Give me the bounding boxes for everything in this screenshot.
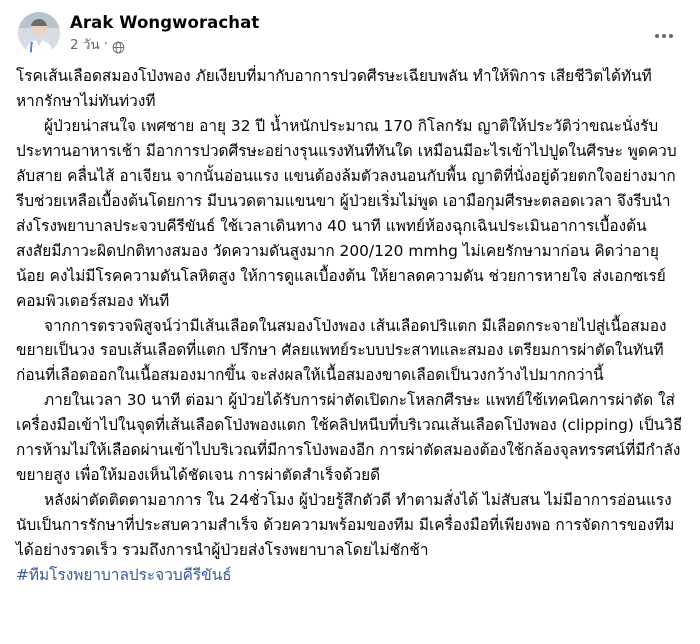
post-timestamp[interactable]: 2 วัน bbox=[70, 37, 100, 53]
post-author-name[interactable]: Arak Wongworachat bbox=[70, 13, 260, 32]
globe-icon bbox=[112, 41, 125, 54]
post-paragraph: นับเป็นการรักษาที่ประสบความสำเร็จ ด้วยความพร้อมของทีม มีเครื่องมือที่เพียงพอ การจัดการของทีมได้อย่างรวดเร็ว รวมถึงการนำผู้ป่วยส่งโรงพยาบาลโดยไม่ชักช้า bbox=[16, 516, 675, 560]
post-paragraph: โรคเส้นเลือดสมองโป่งพอง ภัยเงียบที่มากับอาการปวดศีรษะเฉียบพลัน ทำให้พิการ เสียชีวิตได้ทันที หากรักษาไม่ทันท่วงที bbox=[16, 67, 652, 110]
post-body bbox=[14, 60, 686, 588]
post-paragraph: หลังผ่าตัดติดตามอาการ ใน 24ชั่วโมง ผู้ป่วยรู้สึกตัวดี ทำตามสั่งได้ ไม่สับสน ไม่มีอาการอ่อนแรง bbox=[44, 491, 672, 510]
dot bbox=[669, 34, 673, 38]
dot bbox=[655, 34, 659, 38]
post-meta bbox=[70, 36, 259, 54]
post-paragraph: จากการตรวจพิสูจน์ว่ามีเส้นเลือดในสมองโป่งพอง เส้นเลือดปริแตก มีเลือดกระจายไปสู่เนื้อสมอง ขยายเป็นวง รอบเส้นเลือดที่แตก ปรึกษา ศัลยแพทย์ระบบประสาทและสมอง เตรียมการผ่าตัดในทันที ก่อนที่เลือดออกในเนื้อสมองมากขึ้น จะส่งผลให้เนื้อสมองขาดเลือดเป็นวงกว้างไปมากกว่านี้ bbox=[16, 316, 667, 385]
avatar[interactable] bbox=[18, 12, 60, 54]
post-hashtag[interactable]: #ทีมโรงพยาบาลประจวบคีรีขันธ์ bbox=[16, 566, 232, 585]
post-paragraph: ภายในเวลา 30 นาที ต่อมา ผู้ป่วยได้รับการผ่าตัดเปิดกะโหลกศีรษะ แพทย์ใช้เทคนิคการผ่าตัด ใส่เครื่องมือเข้าไปในจุดที่เส้นเลือดโป่งพองแตก ใช้คลิปหนีบที่บริเวณเส้นเลือดโป่งพอง (clipping) เป็นวิธีการห้ามไม่ให้เลือดผ่านเข้าไปบริเวณที่มีการโป่งพองอีก การผ่าตัดสมองต้องใช้กล้องจุลทรรศน์ที่มีกำลังขยายสูง เพื่อให้มองเห็นได้ชัดเจน การผ่าตัดสำเร็จด้วยดี bbox=[16, 391, 683, 485]
post-paragraph: ผู้ป่วยน่าสนใจ เพศชาย อายุ 32 ปี น้ำหนักประมาณ 170 กิโลกรัม ญาติให้ประวัติว่าขณะนั่งรับประทานอาหารเช้า มีอาการปวดศีรษะอย่างรุนแรงทันทีทันใด เหมือนมีอะไรเข้าไปปูดในศีรษะ พูดควบลับสาย คลื่นไส้ อาเจียน จากนั้นอ่อนแรง แขนต้องล้มตัวลงนอนกับพื้น ญาติที่นั่งอยู่ด้วยตกใจอย่างมาก รีบช่วยเหลือเบื้องต้นโดยการ มีบนวดตามแขนขา ผู้ป่วยเริ่มไม่พูด เอามือกุมศีรษะตลอดเวลา จึงรีบนำส่งโรงพยาบาลประจวบคีรีขันธ์ ใช้เวลาเดินทาง 40 นาที แพทย์ห้องฉุกเฉินประเมินอาการเบื้องต้น สงสัยมีภาวะผิดปกติทางสมอง วัดความดันสูงมาก 200/120 mmhg ไม่เคยรักษามาก่อน คิดว่าอายุน้อย คงไม่มีโรคความดันโลหิตสูง ให้การดูแลเบื้องต้น ให้ยาลดความดัน ช่วยการหายใจ ส่งเอกซเรย์คอมพิวเตอร์สมอง ทันที bbox=[16, 116, 677, 310]
meta-separator: · bbox=[103, 37, 108, 52]
more-options-icon[interactable] bbox=[648, 20, 680, 52]
post-header-text bbox=[70, 12, 259, 54]
post-header bbox=[14, 10, 686, 60]
dot bbox=[662, 34, 666, 38]
